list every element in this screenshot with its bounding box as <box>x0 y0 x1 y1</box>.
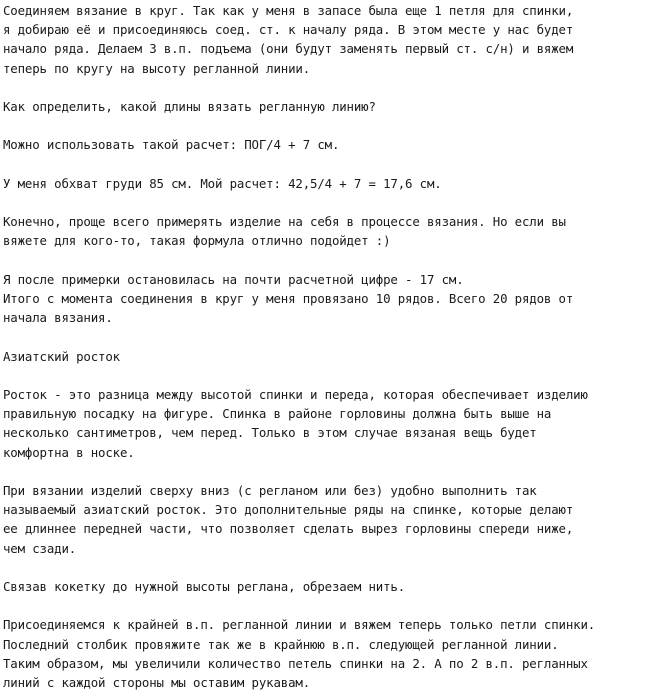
paragraph-question <box>3 97 651 116</box>
paragraph-formula <box>3 135 651 154</box>
text-line: Я после примерки остановилась на почти расчетной цифре - 17 см. <box>3 271 464 287</box>
text-line: правильную посадку на фигуре. Спинка в районе горловины должна быть выше на <box>3 406 552 422</box>
text-line: Итого с момента соединения в круг у меня провязано 10 рядов. Всего 20 рядов от <box>3 290 574 306</box>
text-line: Таким образом, мы увеличили количество петель спинки на 2. А по 2 в.п. регланных <box>3 655 588 671</box>
paragraph-back-stitches <box>3 615 651 692</box>
paragraph-top-down-knitting <box>3 481 651 558</box>
text-line: чем сзади. <box>3 540 77 556</box>
text-line: линий с каждой стороны мы оставим рукавам. <box>3 674 311 690</box>
text-line: Как определить, какой длины вязать регланную линию? <box>3 99 376 114</box>
paragraph-rows-total <box>3 270 651 328</box>
text-line: несколько сантиметров, чем перед. Только в этом случае вязаная вещь будет <box>3 425 537 441</box>
text-line: Конечно, проще всего примерять изделие на себя в процессе вязания. Но если вы <box>3 214 566 230</box>
paragraph-fitting-advice <box>3 212 651 250</box>
text-line: При вязании изделий сверху вниз (с регланом или без) удобно выполнить так <box>3 482 537 498</box>
paragraph-cut-yarn <box>3 577 651 596</box>
text-line: начало ряда. Делаем 3 в.п. подъема (они будут заменять первый ст. с/н) и вяжем <box>3 41 574 57</box>
text-line: Азиатский росток <box>3 348 120 364</box>
text-line: комфортна в носке. <box>3 444 135 460</box>
section-heading-asian-sprout <box>3 347 651 366</box>
paragraph-sprout-definition <box>3 385 651 462</box>
paragraph-join-in-round <box>3 1 651 78</box>
text-line: Присоединяемся к крайней в.п. регланной линии и вяжем теперь только петли спинки. <box>3 617 596 633</box>
text-line: начала вязания. <box>3 310 113 326</box>
text-line: называемый азиатский росток. Это дополнительные ряды на спинке, которые делают <box>3 502 574 518</box>
text-line: теперь по кругу на высоту регланной линии. <box>3 60 311 76</box>
text-line: ее длиннее передней части, что позволяет сделать вырез горловины спереди ниже, <box>3 521 574 537</box>
text-line: я добираю её и присоединяюсь соед. ст. к началу ряда. В этом месте у нас будет <box>3 22 574 38</box>
text-line: Последний столбик провяжите так же в крайнюю в.п. следующей регланной линии. <box>3 636 559 652</box>
text-line: Росток - это разница между высотой спинки и переда, которая обеспечивает изделию <box>3 386 588 402</box>
text-line: Связав кокетку до нужной высоты реглана, обрезаем нить. <box>3 578 406 594</box>
text-line: Можно использовать такой расчет: ПОГ/4 + 7 см. <box>3 137 340 153</box>
article-text <box>3 1 651 692</box>
text-line: У меня обхват груди 85 см. Мой расчет: 42,5/4 + 7 = 17,6 см. <box>3 175 442 191</box>
text-line: вяжете для кого-то, такая формула отлично подойдет :) <box>3 233 391 249</box>
text-line: Соединяем вязание в круг. Так как у меня в запасе была еще 1 петля для спинки, <box>3 3 574 18</box>
paragraph-calculation <box>3 174 651 193</box>
